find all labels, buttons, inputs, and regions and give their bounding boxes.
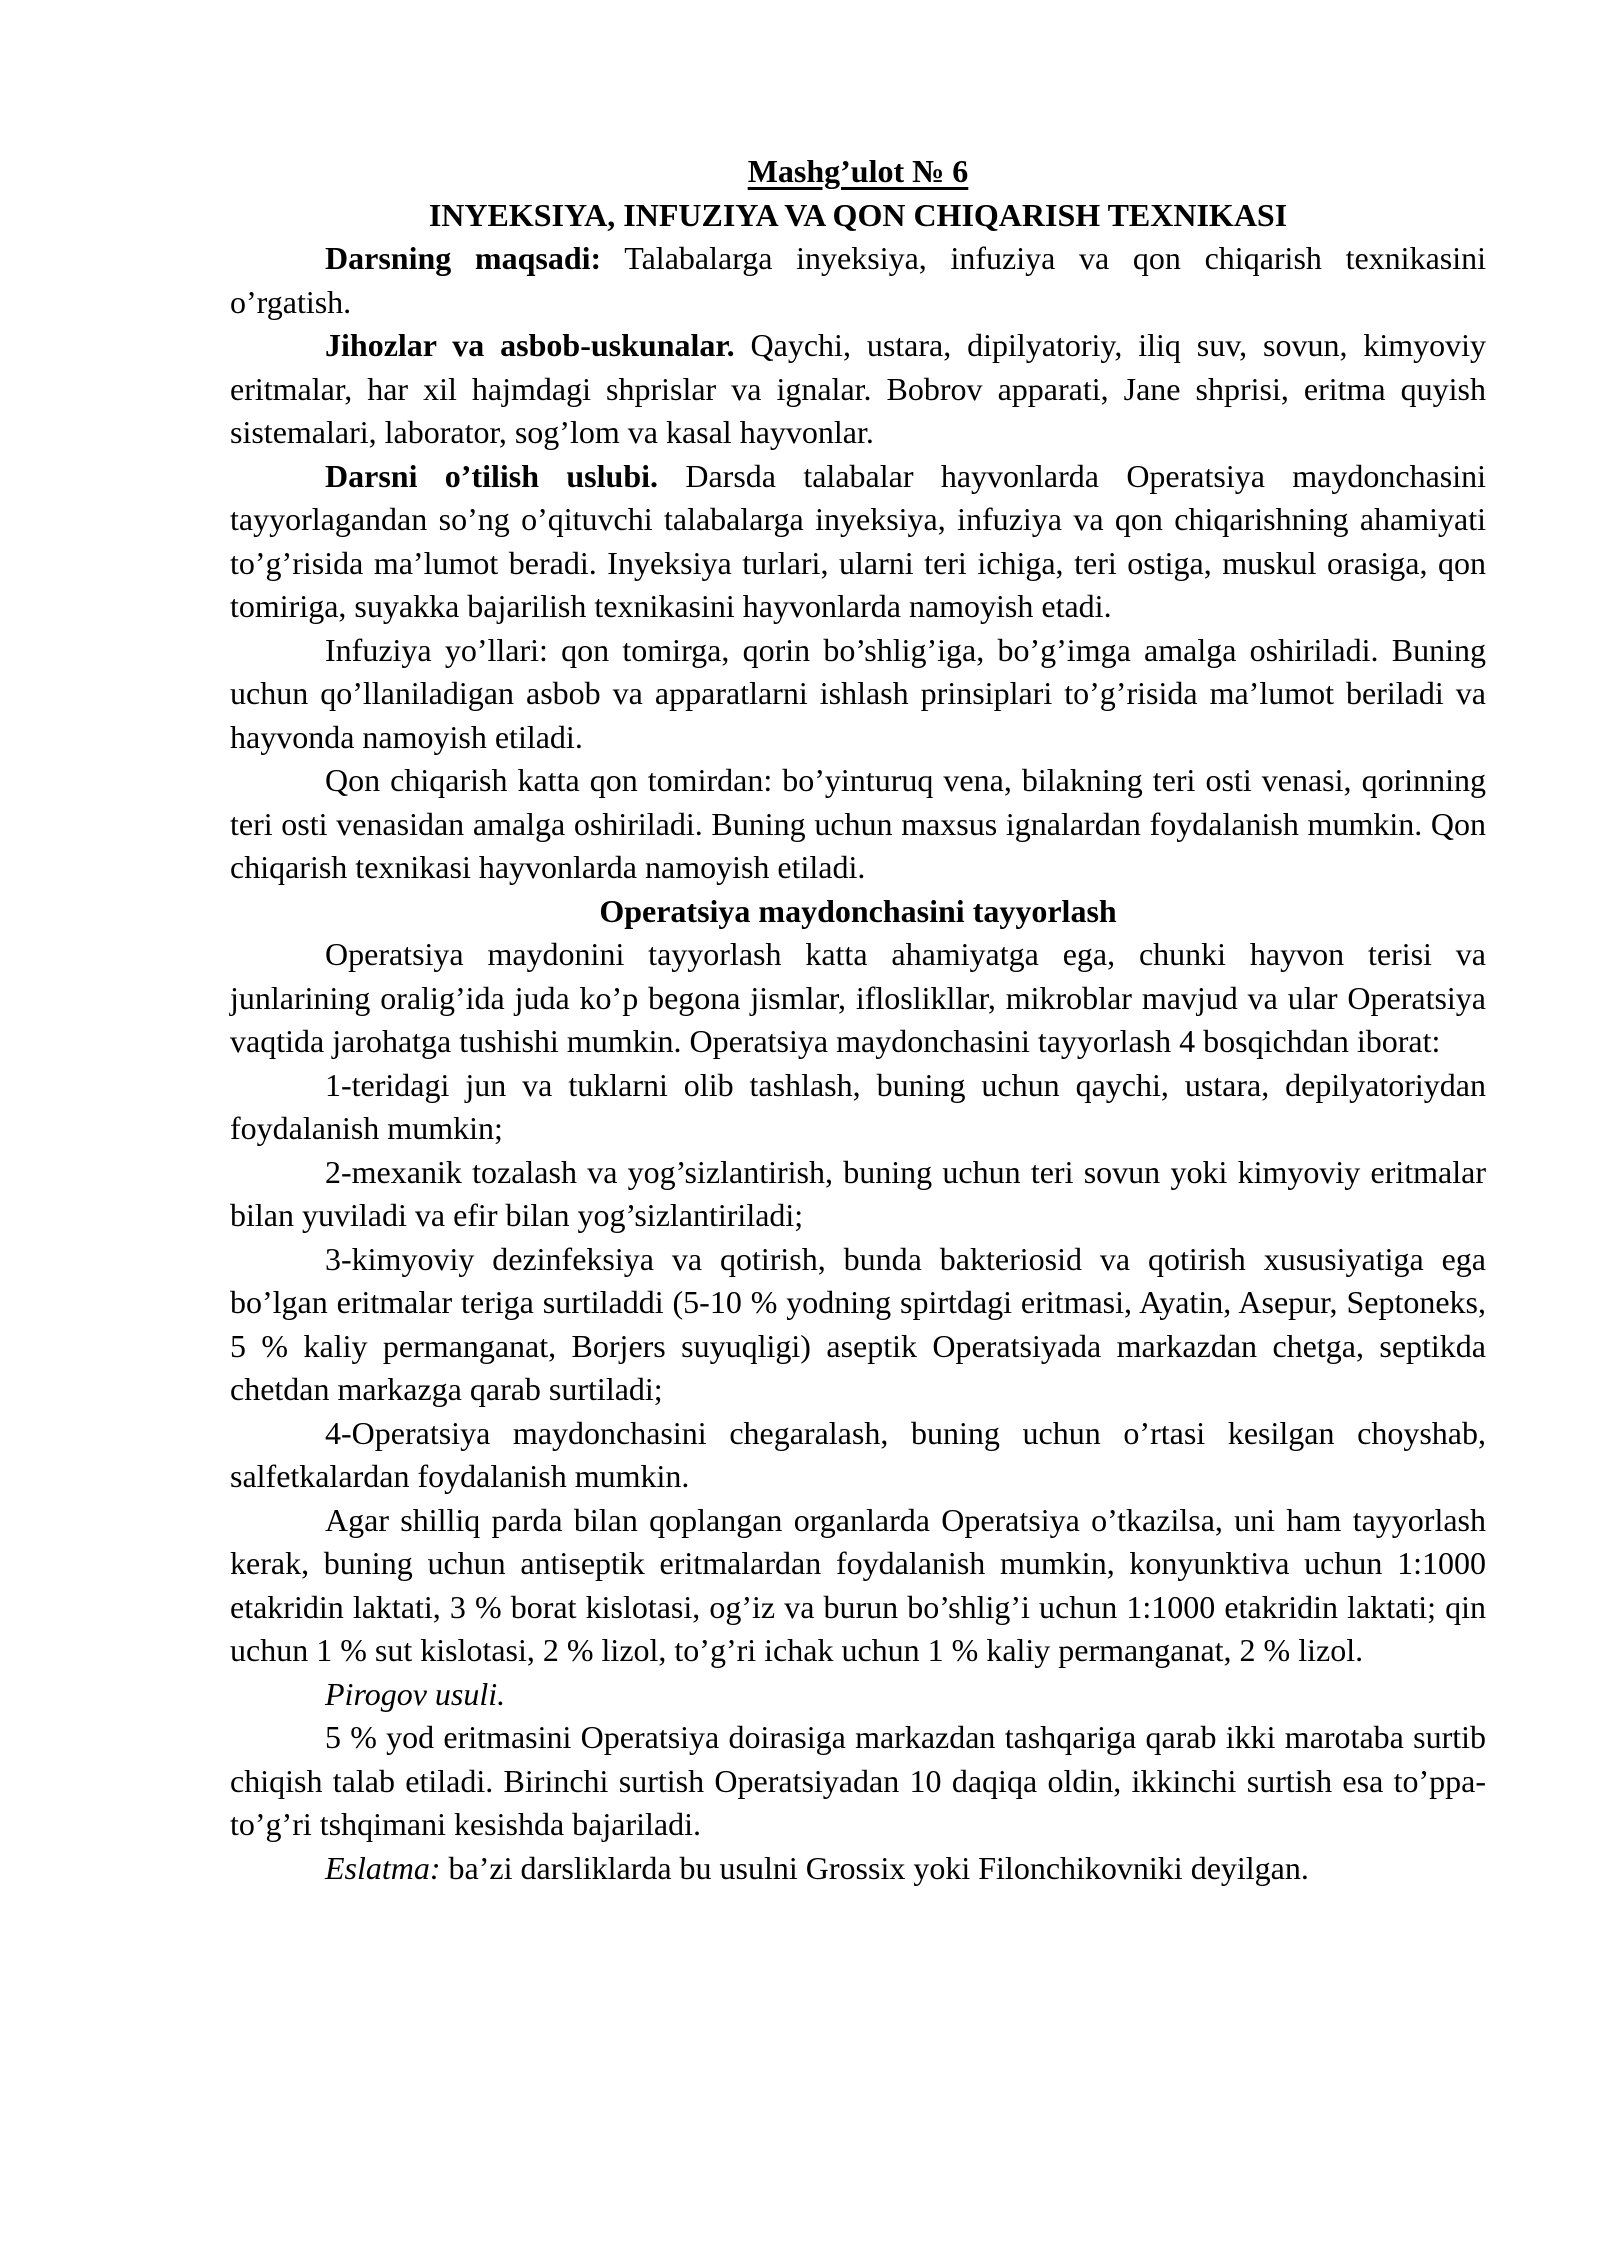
equipment-text: Qaychi, ustara, dipilyatoriy, iliq suv, sovun, kimyoviy eritmalar, har xil hajmdagi shprislar va ignalar. Bobrov apparati, Jane shprisi, eritma quyish sistemalari, laborator, sog’lom va kasal hayvonlar. bbox=[230, 327, 1486, 450]
document-page bbox=[230, 150, 1486, 1890]
purpose-paragraph bbox=[230, 237, 1486, 324]
method-paragraph bbox=[230, 455, 1486, 629]
note-paragraph bbox=[230, 1847, 1486, 1891]
equipment-label: Jihozlar va asbob-uskunalar. bbox=[325, 327, 735, 363]
section-intro-paragraph: Operatsiya maydonini tayyorlash katta ahamiyatga ega, chunki hayvon terisi va junlarining oralig’ida juda ko’p begona jismlar, ifloslikllar, mikroblar mavjud va ular Operatsiya vaqtida jarohatga tushishi mumkin. Operatsiya maydonchasini tayyorlash 4 bosqichdan iborat: bbox=[230, 936, 1486, 1059]
note-text: ba’zi darsliklarda bu usulni Grossix yoki Filonchikovniki deyilgan. bbox=[440, 1849, 1309, 1886]
page-title: Mashg’ulot № 6 bbox=[747, 153, 969, 189]
purpose-text: Talabalarga inyeksiya, infuziya va qon chiqarish texnikasini o’rgatish. bbox=[230, 240, 1487, 320]
method-label: Darsni o’tilish uslubi. bbox=[325, 457, 659, 494]
pirogov-paragraph: 5 % yod eritmasini Operatsiya doirasiga markazdan tashqariga qarab ikki marotaba surtib chiqish talab etiladi. Birinchi surtish Operatsiyadan 10 daqiqa oldin, ikkinchi surtish esa to’ppa-to’g’ri tshqimani kesishda bajariladi. bbox=[230, 1719, 1486, 1842]
step-item: 3-kimyoviy dezinfeksiya va qotirish, bunda bakteriosid va qotirish xususiyatiga ega bo’lgan eritmalar teriga surtiladdi (5-10 % yodning spirtdagi eritmasi, Ayatin, Asepur, Septoneks, 5 % kaliy permanganat, Borjers suyuqligi) aseptik Operatsiyada markazdan chetga, septikda chetdan markazga qarab surtiladi; bbox=[230, 1240, 1486, 1407]
step-item: 1-teridagi jun va tuklarni olib tashlash, buning uchun qaychi, ustara, depilyatoriydan foydalanish mumkin; bbox=[230, 1066, 1486, 1146]
infusion-paragraph: Infuziya yo’llari: qon tomirga, qorin bo’shlig’iga, bo’g’imga amalga oshiriladi. Buning uchun qo’llaniladigan asbob va apparatlarni ishlash prinsiplari to’g’risida ma’lumot beriladi va hayvonda namoyish etiladi. bbox=[230, 631, 1486, 755]
bloodletting-paragraph: Qon chiqarish katta qon tomirdan: bo’yinturuq vena, bilakning teri osti venasi, qorinning teri osti venasidan amalga oshiriladi. Buning uchun maxsus ignalardan foydalanish mumkin. Qon chiqarish texnikasi hayvonlarda namoyish etiladi. bbox=[230, 762, 1486, 885]
step-item: 4-Operatsiya maydonchasini chegaralash, buning uchun o’rtasi kesilgan choyshab, salfetkalardan foydalanish mumkin. bbox=[230, 1414, 1486, 1494]
pirogov-heading: Pirogov usuli. bbox=[325, 1675, 506, 1712]
page-subtitle: INYEKSIYA, INFUZIYA VA QON CHIQARISH TEXNIKASI bbox=[428, 196, 1288, 233]
section-heading: Operatsiya maydonchasini tayyorlash bbox=[599, 892, 1117, 929]
mucosa-paragraph: Agar shilliq parda bilan qoplangan organlarda Operatsiya o’tkazilsa, uni ham tayyorlash kerak, buning uchun antiseptik eritmalardan foydalanish mumkin, konyunktiva uchun 1:1000 etakridin laktati, 3 % borat kislotasi, og’iz va burun bo’shlig’i uchun 1:1000 etakridin laktati; qin uchun 1 % sut kislotasi, 2 % lizol, to’g’ri ichak uchun 1 % kaliy permanganat, 2 % lizol. bbox=[230, 1501, 1486, 1668]
method-text: Darsda talabalar hayvonlarda Operatsiya maydonchasini tayyorlagandan so’ng o’qituvchi talabalarga inyeksiya, infuziya va qon chiqarishning ahamiyati to’g’risida ma’lumot beradi. Inyeksiya turlari, ularni teri ichiga, teri ostiga, muskul orasiga, qon tomiriga, suyakka bajarilish texnikasini hayvonlarda namoyish etadi. bbox=[230, 457, 1487, 624]
equipment-paragraph bbox=[230, 324, 1486, 455]
step-item: 2-mexanik tozalash va yog’sizlantirish, buning uchun teri sovun yoki kimyoviy eritmalar bilan yuviladi va efir bilan yog’sizlantiriladi; bbox=[230, 1153, 1486, 1233]
purpose-label: Darsning maqsadi: bbox=[325, 240, 602, 276]
note-label: Eslatma: bbox=[325, 1849, 441, 1886]
